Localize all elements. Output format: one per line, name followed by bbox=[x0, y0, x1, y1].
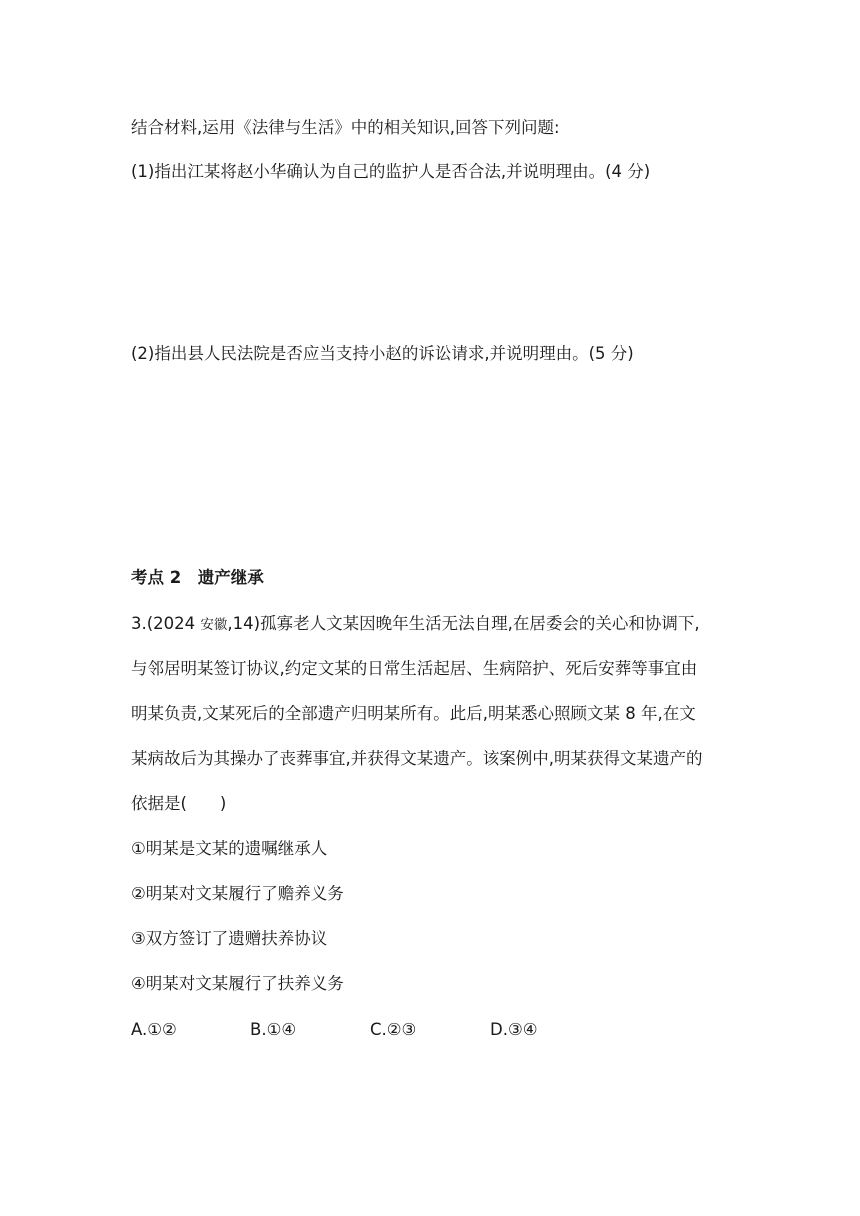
section-heading: 考点 2 遗产继承 bbox=[131, 568, 264, 587]
instruction-text: 结合材料,运用《法律与生活》中的相关知识,回答下列问题: bbox=[131, 118, 560, 137]
question-3-number: 3.(2024 bbox=[131, 614, 201, 633]
choice-b: B.①④ bbox=[250, 1020, 297, 1039]
statement-1: ①明某是文某的遗嘱继承人 bbox=[131, 839, 328, 858]
question-3-stem-start: ,14)孤寡老人文某因晚年生活无法自理,在居委会的关心和协调下, bbox=[227, 614, 700, 633]
question-3-source: 安徽 bbox=[200, 617, 228, 633]
question-3-stem-line-5: 依据是( ) bbox=[131, 794, 227, 813]
question-3-stem-line-3: 明某负责,文某死后的全部遗产归明某所有。此后,明某悉心照顾文某 8 年,在文 bbox=[131, 704, 696, 723]
question-3-stem-line-2: 与邻居明某签订协议,约定文某的日常生活起居、生病陪护、死后安葬等事宜由 bbox=[131, 659, 698, 678]
statement-4: ④明某对文某履行了扶养义务 bbox=[131, 974, 344, 993]
statement-2: ②明某对文某履行了赡养义务 bbox=[131, 884, 344, 903]
question-3-stem-line-4: 某病故后为其操办了丧葬事宜,并获得文某遗产。该案例中,明某获得文某遗产的 bbox=[131, 749, 703, 768]
question-2: (2)指出县人民法院是否应当支持小赵的诉讼请求,并说明理由。(5 分) bbox=[131, 344, 634, 363]
choice-a: A.①② bbox=[131, 1020, 177, 1039]
question-1: (1)指出江某将赵小华确认为自己的监护人是否合法,并说明理由。(4 分) bbox=[131, 162, 651, 181]
question-3-stem-line-1 bbox=[131, 612, 700, 637]
choice-c: C.②③ bbox=[370, 1020, 417, 1039]
statement-3: ③双方签订了遗赠扶养协议 bbox=[131, 929, 328, 948]
choice-d: D.③④ bbox=[490, 1020, 538, 1039]
